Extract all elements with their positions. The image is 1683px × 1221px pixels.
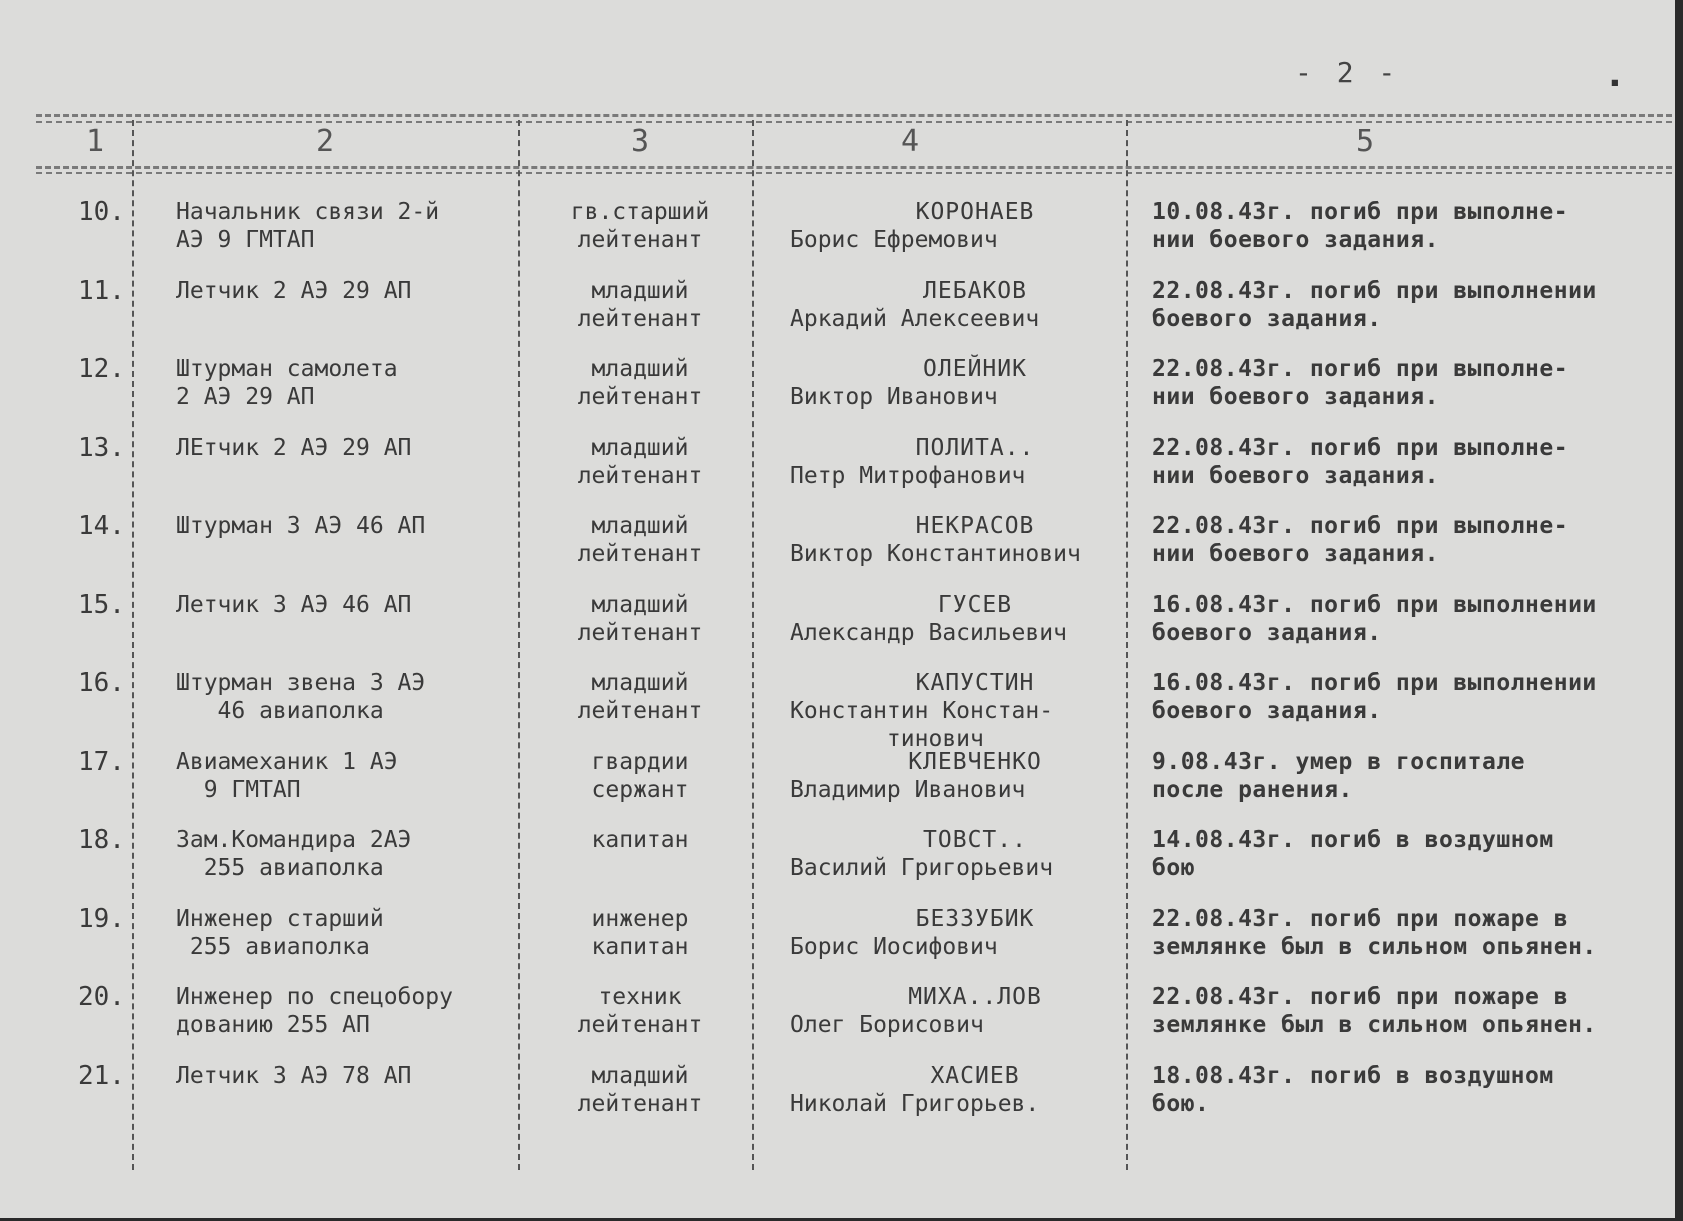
rank-cell: младший лейтенант — [577, 278, 703, 332]
surname: НЕКРАСОВ — [915, 513, 1035, 539]
position-cell: Штурман 3 АЭ 46 АП — [176, 513, 426, 539]
surname: ЛЕБАКОВ — [923, 278, 1027, 304]
name-cell — [790, 826, 1130, 882]
position-cell: Инженер по спецобору дованию 255 АП — [176, 984, 453, 1038]
given-names: Николай Григорьев. — [790, 1091, 1040, 1117]
fate-cell: 16.08.43г. погиб при выполнении боевого задания. — [1152, 592, 1597, 646]
rank-cell: техник лейтенант — [577, 984, 703, 1038]
name-cell — [790, 198, 1130, 254]
fate-cell: 22.08.43г. погиб при пожаре в землянке был в сильном опьянен. — [1152, 984, 1597, 1038]
surname: ТОВСТ.. — [923, 827, 1027, 853]
name-cell — [790, 512, 1130, 568]
column-header-4: 4 — [900, 124, 920, 159]
name-cell — [790, 434, 1130, 490]
row-number: 19. — [78, 904, 125, 934]
position-cell: Летчик 2 АЭ 29 АП — [176, 278, 412, 304]
surname: МИХА..ЛОВ — [908, 984, 1042, 1010]
fate-cell: 16.08.43г. погиб при выполнении боевого задания. — [1152, 670, 1597, 724]
fate-cell: 22.08.43г. погиб при выполне- нии боевого задания. — [1152, 435, 1569, 489]
given-names: Константин Констан- тинович — [790, 698, 1054, 752]
given-names: Борис Иосифович — [790, 934, 998, 960]
table-row — [0, 512, 1675, 590]
header-rule-top-inner — [36, 121, 1672, 123]
surname: ХАСИЕВ — [930, 1063, 1020, 1089]
fate-cell: 22.08.43г. погиб при выполнении боевого задания. — [1152, 278, 1597, 332]
surname: КАПУСТИН — [915, 670, 1035, 696]
rank-cell: инженер капитан — [591, 906, 689, 960]
rank-cell: младший лейтенант — [577, 670, 703, 724]
table-row — [0, 748, 1675, 826]
column-header-5: 5 — [1355, 124, 1375, 159]
rank-cell: младший лейтенант — [577, 435, 703, 489]
given-names: Виктор Иванович — [790, 384, 998, 410]
given-names: Александр Васильевич — [790, 620, 1067, 646]
position-cell: ЛЕтчик 2 АЭ 29 АП — [176, 435, 412, 461]
fate-cell: 18.08.43г. погиб в воздушном бою. — [1152, 1063, 1554, 1117]
fate-cell: 22.08.43г. погиб при пожаре в землянке был в сильном опьянен. — [1152, 906, 1597, 960]
given-names: Виктор Константинович — [790, 541, 1081, 567]
surname: КОРОНАЕВ — [915, 199, 1035, 225]
name-cell — [790, 1062, 1130, 1118]
row-number: 11. — [78, 276, 125, 306]
name-cell — [790, 277, 1130, 333]
corner-mark: ▪ — [1610, 72, 1620, 91]
rank-cell: гвардии сержант — [591, 749, 689, 803]
table-row — [0, 198, 1675, 276]
row-number: 17. — [78, 747, 125, 777]
column-header-2: 2 — [315, 124, 335, 159]
header-rule-bottom-inner — [36, 172, 1672, 174]
given-names: Аркадий Алексеевич — [790, 306, 1040, 332]
position-cell: Инженер старший 255 авиаполка — [176, 906, 384, 960]
header-rule-bottom — [36, 166, 1672, 169]
position-cell: Зам.Командира 2АЭ 255 авиаполка — [176, 827, 412, 881]
rank-cell: гв.старший лейтенант — [570, 199, 710, 253]
name-cell — [790, 905, 1130, 961]
position-cell: Начальник связи 2-й АЭ 9 ГМТАП — [176, 199, 440, 253]
table-row — [0, 1062, 1675, 1140]
surname: БЕЗЗУБИК — [915, 906, 1035, 932]
page-number: - 2 - — [1295, 56, 1400, 89]
table-row — [0, 277, 1675, 355]
name-cell — [790, 983, 1130, 1039]
position-cell: Летчик 3 АЭ 78 АП — [176, 1063, 412, 1089]
rank-cell: капитан — [591, 827, 689, 853]
column-header-3: 3 — [630, 124, 650, 159]
column-header-1: 1 — [85, 124, 105, 159]
table-row — [0, 905, 1675, 983]
surname: ГУСЕВ — [937, 592, 1013, 618]
rank-cell: младший лейтенант — [577, 592, 703, 646]
row-number: 18. — [78, 825, 125, 855]
table-row — [0, 434, 1675, 512]
given-names: Олег Борисович — [790, 1012, 984, 1038]
position-cell: Авиамеханик 1 АЭ 9 ГМТАП — [176, 749, 398, 803]
given-names: Василий Григорьевич — [790, 855, 1054, 881]
row-number: 20. — [78, 982, 125, 1012]
name-cell — [790, 669, 1130, 753]
surname: КЛЕВЧЕНКО — [908, 749, 1042, 775]
row-number: 14. — [78, 511, 125, 541]
given-names: Петр Митрофанович — [790, 463, 1026, 489]
table-row — [0, 983, 1675, 1061]
table-row — [0, 668, 1675, 752]
row-number: 21. — [78, 1061, 125, 1091]
rank-cell: младший лейтенант — [577, 1063, 703, 1117]
row-number: 13. — [78, 433, 125, 463]
row-number: 10. — [78, 197, 125, 227]
row-number: 12. — [78, 354, 125, 384]
surname: ОЛЕЙНИК — [923, 356, 1027, 382]
name-cell — [790, 355, 1130, 411]
fate-cell: 14.08.43г. погиб в воздушном бою — [1152, 827, 1554, 881]
position-cell: Штурман самолета 2 АЭ 29 АП — [176, 356, 398, 410]
header-rule-top — [36, 114, 1672, 117]
given-names: Борис Ефремович — [790, 227, 998, 253]
row-number: 16. — [78, 668, 125, 698]
surname: ПОЛИТА.. — [915, 435, 1035, 461]
fate-cell: 10.08.43г. погиб при выполне- нии боевого задания. — [1152, 199, 1569, 253]
position-cell: Штурман звена 3 АЭ 46 авиаполка — [176, 670, 426, 724]
rank-cell: младший лейтенант — [577, 513, 703, 567]
name-cell — [790, 591, 1130, 647]
fate-cell: 9.08.43г. умер в госпитале после ранения. — [1152, 749, 1526, 803]
rank-cell: младший лейтенант — [577, 356, 703, 410]
table-row — [0, 826, 1675, 904]
given-names: Владимир Иванович — [790, 777, 1026, 803]
table-row — [0, 591, 1675, 669]
table-row — [0, 355, 1675, 433]
fate-cell: 22.08.43г. погиб при выполне- нии боевого задания. — [1152, 513, 1569, 567]
name-cell — [790, 748, 1130, 804]
position-cell: Летчик 3 АЭ 46 АП — [176, 592, 412, 618]
fate-cell: 22.08.43г. погиб при выполне- нии боевого задания. — [1152, 356, 1569, 410]
row-number: 15. — [78, 590, 125, 620]
